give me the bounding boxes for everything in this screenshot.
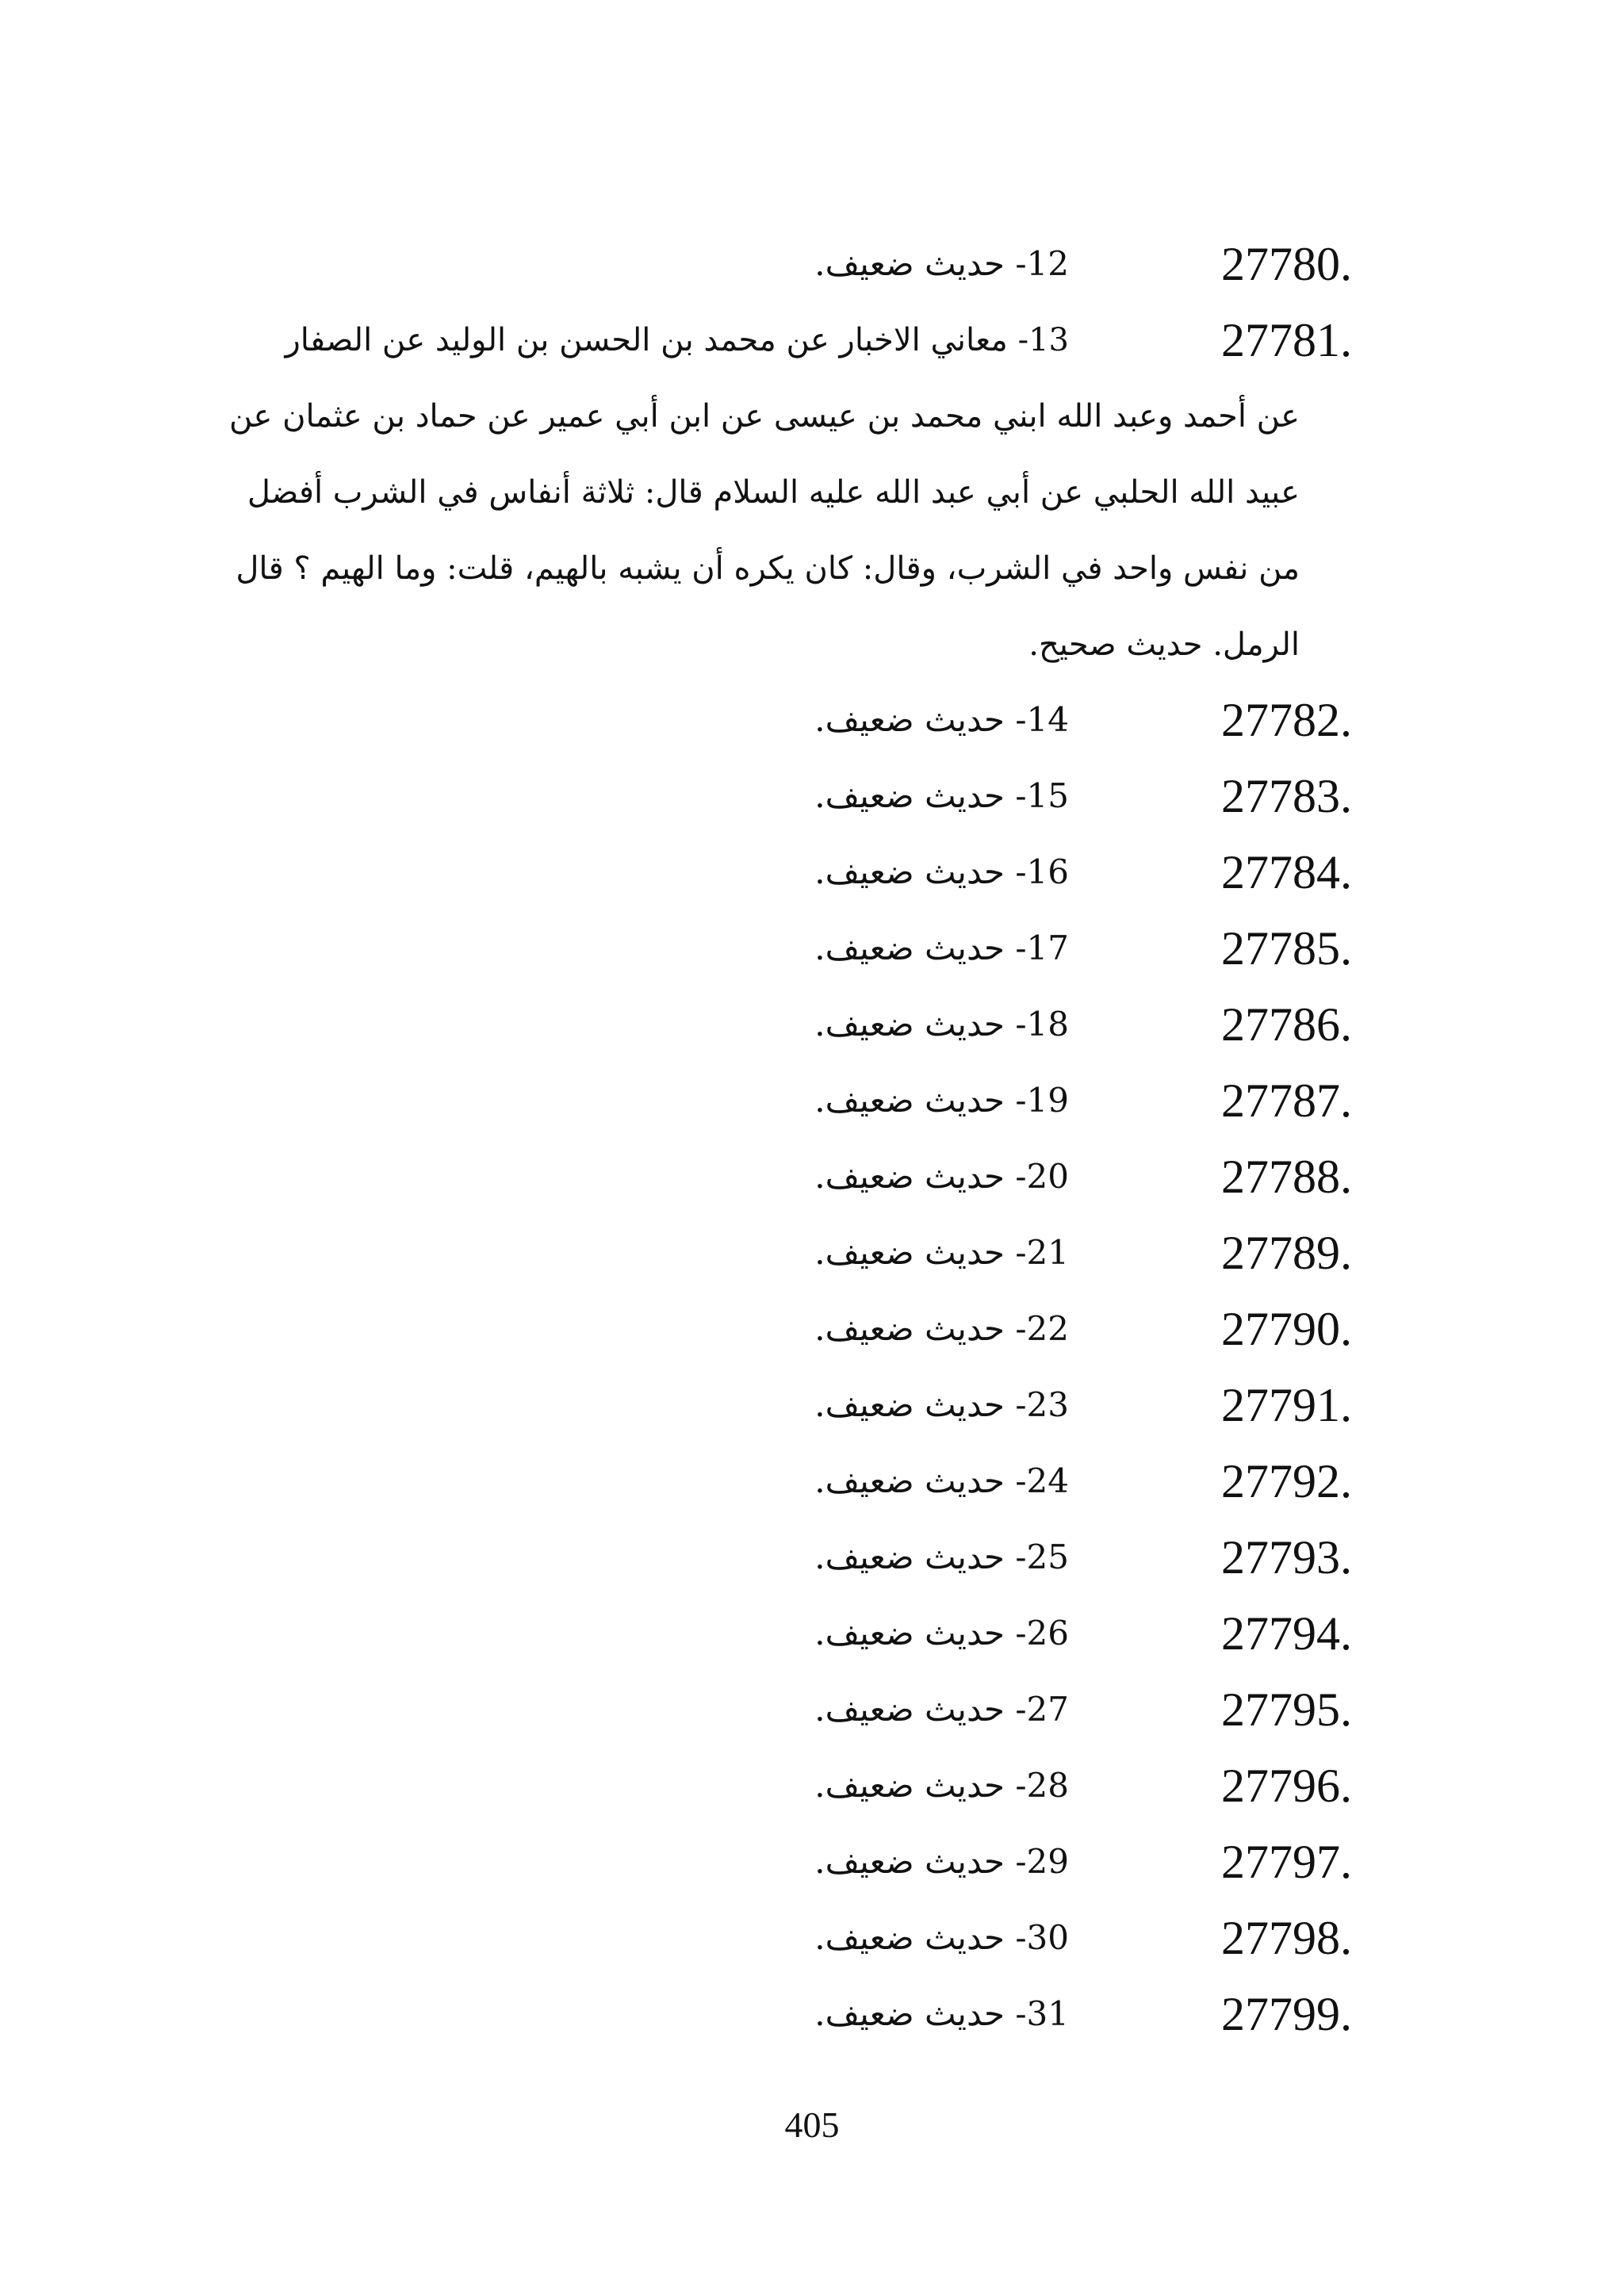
entry-number: 27786.: [1221, 998, 1352, 1051]
entry-text: 21- حديث ضعيف.: [814, 1233, 1069, 1272]
page-number: 405: [784, 2104, 840, 2145]
entry-number: 27783.: [1221, 770, 1352, 822]
entry-text: 27- حديث ضعيف.: [814, 1690, 1069, 1729]
entry-row: [0, 1976, 1624, 2052]
entry-text: 14- حديث ضعيف.: [814, 700, 1069, 739]
entry-number: 27788.: [1221, 1151, 1352, 1203]
entry-number: 27780.: [1221, 238, 1352, 290]
entry-row: [0, 1672, 1624, 1748]
entry-text: 30- حديث ضعيف.: [814, 1918, 1069, 1957]
entry-row: [0, 834, 1624, 910]
entry-row: [0, 1367, 1624, 1443]
entry-row: [0, 758, 1624, 834]
entry-row: [0, 1291, 1624, 1367]
entry-row: [0, 1063, 1624, 1139]
entry-row: [0, 1748, 1624, 1824]
entry-text: 31- حديث ضعيف.: [814, 1994, 1069, 2033]
entry-row: [0, 1139, 1624, 1215]
entry-text: 12- حديث ضعيف.: [814, 244, 1069, 283]
entry-text: 26- حديث ضعيف.: [814, 1614, 1069, 1653]
entry-text: 22- حديث ضعيف.: [814, 1309, 1069, 1348]
entry-number: 27796.: [1221, 1760, 1352, 1812]
entry-text: 19- حديث ضعيف.: [814, 1081, 1069, 1120]
entry-row: [0, 986, 1624, 1063]
entry-row: [0, 1595, 1624, 1672]
entry-text: 24- حديث ضعيف.: [814, 1461, 1069, 1500]
entry-text: 28- حديث ضعيف.: [814, 1766, 1069, 1805]
entry-row: [0, 1215, 1624, 1291]
entry-row: [0, 1519, 1624, 1595]
entry-text: 17- حديث ضعيف.: [814, 929, 1069, 967]
entry-number: 27782.: [1221, 694, 1352, 746]
entry-number: 27799.: [1221, 1988, 1352, 2040]
entry-number: 27784.: [1221, 846, 1352, 898]
entry-number: 27795.: [1221, 1683, 1352, 1736]
entry-number: 27793.: [1221, 1531, 1352, 1584]
entry-number: 27797.: [1221, 1836, 1352, 1888]
entry-text: 15- حديث ضعيف.: [814, 776, 1069, 815]
entry-number: 27792.: [1221, 1455, 1352, 1507]
entry-number: 27790.: [1221, 1303, 1352, 1355]
entry-number: 27789.: [1221, 1227, 1352, 1279]
entry-number: 27798.: [1221, 1912, 1352, 1964]
entry-number: 27781.: [1221, 314, 1352, 366]
entry-text: 18- حديث ضعيف.: [814, 1005, 1069, 1044]
entry-row: [0, 1443, 1624, 1519]
entry-row: [0, 682, 1624, 758]
entry-number: 27791.: [1221, 1379, 1352, 1431]
entry-text: 25- حديث ضعيف.: [814, 1538, 1069, 1576]
entry-row: [0, 1824, 1624, 1900]
entry-number: 27785.: [1221, 922, 1352, 975]
entry-paragraph-continuation: عن أحمد وعبد الله ابني محمد بن عيسى عن ابن أبي عمير عن حماد بن عثمان عن عبيد الله الحلبي عن أبي عبد الله عليه السلام قال: ثلاثة أنفاس في الشرب أفضل من نفس واحد في الشرب، وقال: كان يكره أن يشبه بالهيم، قلت: وما الهيم ؟ قال الرمل. حديث صحيح.: [229, 398, 1300, 663]
entry-text-first-line: 13- معاني الاخبار عن محمد بن الحسن بن الوليد عن الصفار: [285, 322, 1069, 358]
entry-text: 16- حديث ضعيف.: [814, 852, 1069, 891]
entry-text: 23- حديث ضعيف.: [814, 1385, 1069, 1424]
entry-row: [0, 910, 1624, 986]
entry-text: 29- حديث ضعيف.: [814, 1842, 1069, 1881]
entry-number: 27787.: [1221, 1074, 1352, 1127]
entry-row: [0, 1900, 1624, 1976]
entry-number: 27794.: [1221, 1607, 1352, 1660]
entry-row-long: [0, 302, 1624, 378]
entry-row: [0, 226, 1624, 302]
entry-text: 20- حديث ضعيف.: [814, 1157, 1069, 1196]
